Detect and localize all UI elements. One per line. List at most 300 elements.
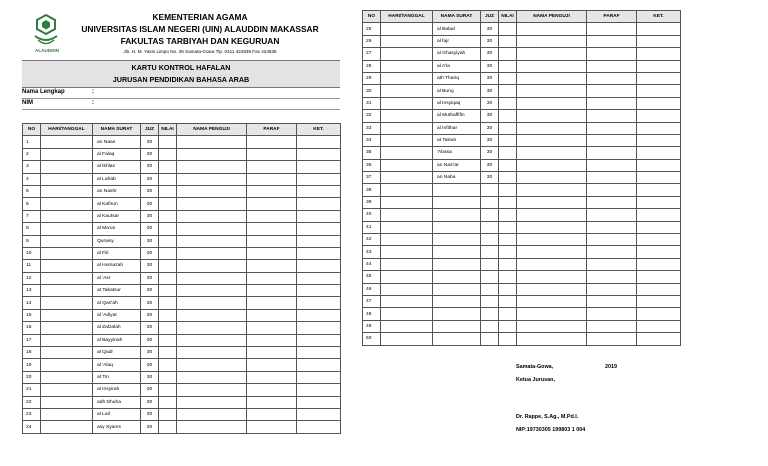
table-row [363, 234, 681, 246]
score-cell[interactable] [159, 148, 177, 160]
signature-cell[interactable] [247, 247, 297, 259]
notes-cell[interactable] [297, 198, 341, 210]
date-cell[interactable] [381, 234, 433, 246]
notes-cell[interactable] [637, 234, 681, 246]
examiner-cell[interactable] [517, 209, 587, 221]
date-cell[interactable] [381, 320, 433, 332]
score-cell[interactable] [159, 210, 177, 222]
notes-cell[interactable] [297, 260, 341, 272]
row-number: 3 [23, 161, 41, 173]
signature-cell[interactable] [587, 134, 637, 146]
date-cell[interactable] [41, 347, 93, 359]
notes-cell[interactable] [637, 35, 681, 47]
juz-cell: 30 [141, 272, 159, 284]
examiner-cell[interactable] [517, 48, 587, 60]
score-cell[interactable] [159, 359, 177, 371]
examiner-cell[interactable] [517, 295, 587, 307]
date-cell[interactable] [381, 295, 433, 307]
score-cell[interactable] [159, 198, 177, 210]
notes-cell[interactable] [297, 161, 341, 173]
juz-cell [481, 308, 499, 320]
col-signature: PARAF [247, 124, 297, 136]
table-row [23, 347, 341, 359]
notes-cell[interactable] [637, 172, 681, 184]
date-cell[interactable] [41, 161, 93, 173]
row-number: 27 [363, 48, 381, 60]
date-cell[interactable] [381, 196, 433, 208]
score-cell[interactable] [499, 271, 517, 283]
juz-cell: 30 [481, 60, 499, 72]
score-cell[interactable] [159, 136, 177, 148]
examiner-cell[interactable] [177, 347, 247, 359]
row-number: 49 [363, 320, 381, 332]
signature-cell[interactable] [587, 258, 637, 270]
signature-cell[interactable] [247, 272, 297, 284]
score-cell[interactable] [499, 295, 517, 307]
signature-cell[interactable] [247, 309, 297, 321]
juz-cell [481, 295, 499, 307]
score-cell[interactable] [159, 185, 177, 197]
signature-cell[interactable] [587, 234, 637, 246]
examiner-cell[interactable] [177, 235, 247, 247]
notes-cell[interactable] [297, 396, 341, 408]
signature-cell[interactable] [587, 184, 637, 196]
table-row [23, 272, 341, 284]
examiner-cell[interactable] [177, 223, 247, 235]
score-cell[interactable] [499, 134, 517, 146]
signature-cell[interactable] [247, 185, 297, 197]
signature-cell[interactable] [587, 308, 637, 320]
examiner-cell[interactable] [177, 210, 247, 222]
juz-cell: 30 [141, 198, 159, 210]
score-cell[interactable] [159, 260, 177, 272]
date-cell[interactable] [381, 283, 433, 295]
examiner-cell[interactable] [517, 333, 587, 345]
examiner-cell[interactable] [177, 384, 247, 396]
score-cell[interactable] [499, 60, 517, 72]
examiner-cell[interactable] [177, 359, 247, 371]
notes-cell[interactable] [297, 247, 341, 259]
date-cell[interactable] [41, 384, 93, 396]
signature-cell[interactable] [247, 198, 297, 210]
signature-cell[interactable] [247, 235, 297, 247]
date-cell[interactable] [381, 333, 433, 345]
notes-cell[interactable] [297, 371, 341, 383]
signature-cell[interactable] [247, 136, 297, 148]
notes-cell[interactable] [297, 285, 341, 297]
notes-cell[interactable] [637, 85, 681, 97]
table-row [23, 309, 341, 321]
date-cell[interactable] [381, 97, 433, 109]
examiner-cell[interactable] [177, 136, 247, 148]
examiner-cell[interactable] [517, 97, 587, 109]
date-cell[interactable] [41, 359, 93, 371]
examiner-cell[interactable] [177, 173, 247, 185]
date-cell[interactable] [41, 334, 93, 346]
date-cell[interactable] [381, 246, 433, 258]
signature-cell[interactable] [587, 172, 637, 184]
examiner-cell[interactable] [517, 159, 587, 171]
examiner-cell[interactable] [517, 122, 587, 134]
signature-cell[interactable] [247, 285, 297, 297]
score-cell[interactable] [499, 209, 517, 221]
table-row [23, 136, 341, 148]
juz-cell: 30 [481, 97, 499, 109]
score-cell[interactable] [499, 97, 517, 109]
score-cell[interactable] [159, 285, 177, 297]
score-cell[interactable] [159, 272, 177, 284]
notes-cell[interactable] [297, 223, 341, 235]
date-cell[interactable] [381, 209, 433, 221]
signature-cell[interactable] [247, 408, 297, 420]
date-cell[interactable] [41, 297, 93, 309]
name-field[interactable] [22, 88, 340, 99]
signature-cell[interactable] [247, 347, 297, 359]
notes-cell[interactable] [637, 320, 681, 332]
score-cell[interactable] [499, 122, 517, 134]
surah-name-cell: al Ma'un [93, 223, 141, 235]
notes-cell[interactable] [297, 359, 341, 371]
signature-cell[interactable] [587, 147, 637, 159]
notes-cell[interactable] [297, 272, 341, 284]
date-cell[interactable] [381, 85, 433, 97]
examiner-cell[interactable] [517, 184, 587, 196]
notes-cell[interactable] [637, 122, 681, 134]
examiner-cell[interactable] [177, 161, 247, 173]
score-cell[interactable] [499, 23, 517, 35]
juz-cell: 30 [141, 185, 159, 197]
notes-cell[interactable] [637, 283, 681, 295]
juz-cell [481, 258, 499, 270]
date-cell[interactable] [41, 421, 93, 433]
row-number: 37 [363, 172, 381, 184]
signature-cell[interactable] [587, 283, 637, 295]
nim-field[interactable] [22, 99, 340, 110]
notes-cell[interactable] [637, 134, 681, 146]
row-number: 44 [363, 258, 381, 270]
signature-cell[interactable] [247, 297, 297, 309]
signature-cell[interactable] [247, 161, 297, 173]
score-cell[interactable] [499, 48, 517, 60]
examiner-cell[interactable] [177, 272, 247, 284]
signature-cell[interactable] [587, 35, 637, 47]
surah-name-cell: al A'la [433, 60, 481, 72]
notes-cell[interactable] [637, 308, 681, 320]
date-cell[interactable] [381, 134, 433, 146]
score-cell[interactable] [159, 371, 177, 383]
score-cell[interactable] [499, 85, 517, 97]
signature-cell[interactable] [587, 221, 637, 233]
date-cell[interactable] [381, 122, 433, 134]
date-cell[interactable] [41, 235, 93, 247]
date-cell[interactable] [41, 247, 93, 259]
table-row [363, 122, 681, 134]
row-number: 15 [23, 309, 41, 321]
score-cell[interactable] [499, 196, 517, 208]
signature-cell[interactable] [247, 223, 297, 235]
examiner-cell[interactable] [517, 110, 587, 122]
juz-cell: 30 [481, 85, 499, 97]
examiner-cell[interactable] [177, 334, 247, 346]
examiner-cell[interactable] [177, 247, 247, 259]
notes-cell[interactable] [637, 221, 681, 233]
examiner-cell[interactable] [517, 271, 587, 283]
examiner-cell[interactable] [517, 234, 587, 246]
date-cell[interactable] [41, 396, 93, 408]
signature-cell[interactable] [587, 271, 637, 283]
examiner-cell[interactable] [517, 283, 587, 295]
score-cell[interactable] [159, 334, 177, 346]
score-cell[interactable] [499, 172, 517, 184]
date-cell[interactable] [381, 110, 433, 122]
table-row [363, 97, 681, 109]
examiner-cell[interactable] [177, 185, 247, 197]
date-cell[interactable] [381, 72, 433, 84]
examiner-cell[interactable] [177, 148, 247, 160]
juz-cell: 30 [141, 223, 159, 235]
university-title: UNIVERSITAS ISLAM NEGERI (UIN) ALAUDDIN MAKASSAR [81, 24, 319, 34]
examiner-cell[interactable] [517, 35, 587, 47]
examiner-cell[interactable] [517, 196, 587, 208]
date-cell[interactable] [381, 60, 433, 72]
date-cell[interactable] [41, 272, 93, 284]
signature-cell[interactable] [587, 159, 637, 171]
notes-cell[interactable] [297, 210, 341, 222]
notes-cell[interactable] [637, 23, 681, 35]
date-cell[interactable] [41, 322, 93, 334]
notes-cell[interactable] [297, 347, 341, 359]
row-number: 19 [23, 359, 41, 371]
signature-cell[interactable] [247, 359, 297, 371]
score-cell[interactable] [159, 173, 177, 185]
row-number: 41 [363, 221, 381, 233]
row-number: 34 [363, 134, 381, 146]
signature-cell[interactable] [587, 333, 637, 345]
signature-cell[interactable] [247, 421, 297, 433]
date-cell[interactable] [381, 308, 433, 320]
signature-cell[interactable] [247, 148, 297, 160]
date-cell[interactable] [41, 285, 93, 297]
examiner-cell[interactable] [517, 85, 587, 97]
score-cell[interactable] [159, 297, 177, 309]
signature-cell[interactable] [247, 396, 297, 408]
date-cell[interactable] [41, 223, 93, 235]
date-cell[interactable] [381, 221, 433, 233]
score-cell[interactable] [499, 184, 517, 196]
signature-cell[interactable] [587, 209, 637, 221]
examiner-cell[interactable] [517, 308, 587, 320]
date-cell[interactable] [41, 198, 93, 210]
examiner-cell[interactable] [517, 320, 587, 332]
notes-cell[interactable] [297, 384, 341, 396]
juz-cell: 30 [141, 359, 159, 371]
table-row [363, 333, 681, 345]
signature-cell[interactable] [587, 246, 637, 258]
examiner-cell[interactable] [177, 309, 247, 321]
examiner-cell[interactable] [177, 297, 247, 309]
notes-cell[interactable] [637, 147, 681, 159]
juz-cell: 30 [481, 48, 499, 60]
surah-name-cell: an Naba [433, 172, 481, 184]
row-number: 50 [363, 333, 381, 345]
examiner-cell[interactable] [177, 260, 247, 272]
signature-cell[interactable] [247, 210, 297, 222]
signature-cell[interactable] [247, 384, 297, 396]
notes-cell[interactable] [297, 297, 341, 309]
date-cell[interactable] [41, 185, 93, 197]
date-cell[interactable] [41, 371, 93, 383]
examiner-cell[interactable] [177, 408, 247, 420]
examiner-cell[interactable] [517, 72, 587, 84]
notes-cell[interactable] [297, 185, 341, 197]
signature-cell[interactable] [587, 72, 637, 84]
notes-cell[interactable] [637, 60, 681, 72]
examiner-cell[interactable] [177, 285, 247, 297]
signature-cell[interactable] [247, 173, 297, 185]
score-cell[interactable] [499, 147, 517, 159]
notes-cell[interactable] [637, 72, 681, 84]
notes-cell[interactable] [297, 148, 341, 160]
date-cell[interactable] [381, 172, 433, 184]
examiner-cell[interactable] [517, 246, 587, 258]
date-cell[interactable] [381, 23, 433, 35]
table-row [23, 384, 341, 396]
examiner-cell[interactable] [517, 221, 587, 233]
signature-cell[interactable] [587, 60, 637, 72]
table-row [363, 209, 681, 221]
score-cell[interactable] [499, 333, 517, 345]
date-cell[interactable] [381, 258, 433, 270]
score-cell[interactable] [159, 161, 177, 173]
university-logo-icon [32, 14, 60, 48]
signature-cell[interactable] [247, 371, 297, 383]
date-cell[interactable] [381, 271, 433, 283]
notes-cell[interactable] [297, 136, 341, 148]
date-cell[interactable] [41, 260, 93, 272]
signature-cell[interactable] [587, 320, 637, 332]
examiner-cell[interactable] [177, 322, 247, 334]
signature-cell[interactable] [587, 23, 637, 35]
score-cell[interactable] [159, 235, 177, 247]
score-cell[interactable] [159, 322, 177, 334]
examiner-cell[interactable] [517, 23, 587, 35]
date-cell[interactable] [41, 148, 93, 160]
score-cell[interactable] [499, 72, 517, 84]
notes-cell[interactable] [637, 258, 681, 270]
date-cell[interactable] [381, 159, 433, 171]
table-row [23, 148, 341, 160]
signature-cell[interactable] [247, 322, 297, 334]
score-cell[interactable] [499, 221, 517, 233]
score-cell[interactable] [499, 110, 517, 122]
notes-cell[interactable] [637, 333, 681, 345]
score-cell[interactable] [499, 258, 517, 270]
score-cell[interactable] [159, 247, 177, 259]
notes-cell[interactable] [297, 309, 341, 321]
surah-name-cell: al fajr [433, 35, 481, 47]
notes-cell[interactable] [637, 196, 681, 208]
notes-cell[interactable] [637, 97, 681, 109]
signature-cell[interactable] [587, 48, 637, 60]
examiner-cell[interactable] [177, 371, 247, 383]
score-cell[interactable] [499, 308, 517, 320]
table-row [363, 172, 681, 184]
notes-cell[interactable] [297, 235, 341, 247]
notes-cell[interactable] [637, 209, 681, 221]
examiner-cell[interactable] [177, 198, 247, 210]
examiner-cell[interactable] [517, 134, 587, 146]
score-cell[interactable] [499, 246, 517, 258]
date-cell[interactable] [381, 184, 433, 196]
date-cell[interactable] [381, 147, 433, 159]
signature-cell[interactable] [587, 110, 637, 122]
notes-cell[interactable] [637, 184, 681, 196]
score-cell[interactable] [499, 234, 517, 246]
date-cell[interactable] [381, 48, 433, 60]
score-cell[interactable] [499, 35, 517, 47]
score-cell[interactable] [159, 408, 177, 420]
date-cell[interactable] [41, 408, 93, 420]
notes-cell[interactable] [297, 334, 341, 346]
date-cell[interactable] [41, 210, 93, 222]
score-cell[interactable] [159, 384, 177, 396]
notes-cell[interactable] [297, 322, 341, 334]
signature-cell[interactable] [587, 196, 637, 208]
score-cell[interactable] [499, 159, 517, 171]
score-cell[interactable] [499, 320, 517, 332]
notes-cell[interactable] [637, 295, 681, 307]
signature-cell[interactable] [587, 295, 637, 307]
juz-cell: 30 [141, 260, 159, 272]
examiner-cell[interactable] [177, 396, 247, 408]
signature-cell[interactable] [587, 122, 637, 134]
examiner-cell[interactable] [517, 258, 587, 270]
score-cell[interactable] [159, 223, 177, 235]
signature-cell[interactable] [247, 260, 297, 272]
notes-cell[interactable] [637, 110, 681, 122]
table-row [363, 35, 681, 47]
date-cell[interactable] [41, 136, 93, 148]
notes-cell[interactable] [637, 48, 681, 60]
signatory-nip: NIP:19730305 199803 1 004 [516, 427, 586, 433]
examiner-cell[interactable] [517, 147, 587, 159]
date-cell[interactable] [381, 35, 433, 47]
table-row [23, 161, 341, 173]
signature-cell[interactable] [587, 85, 637, 97]
table-row [23, 260, 341, 272]
notes-cell[interactable] [297, 408, 341, 420]
signature-cell[interactable] [247, 334, 297, 346]
date-cell[interactable] [41, 309, 93, 321]
notes-cell[interactable] [297, 173, 341, 185]
notes-cell[interactable] [637, 271, 681, 283]
notes-cell[interactable] [297, 421, 341, 433]
score-cell[interactable] [159, 396, 177, 408]
score-cell[interactable] [499, 283, 517, 295]
score-cell[interactable] [159, 421, 177, 433]
signature-cell[interactable] [587, 97, 637, 109]
examiner-cell[interactable] [517, 172, 587, 184]
date-cell[interactable] [41, 173, 93, 185]
juz-cell: 30 [141, 408, 159, 420]
notes-cell[interactable] [637, 246, 681, 258]
notes-cell[interactable] [637, 159, 681, 171]
surah-name-cell [433, 333, 481, 345]
examiner-cell[interactable] [177, 421, 247, 433]
examiner-cell[interactable] [517, 60, 587, 72]
score-cell[interactable] [159, 309, 177, 321]
score-cell[interactable] [159, 347, 177, 359]
